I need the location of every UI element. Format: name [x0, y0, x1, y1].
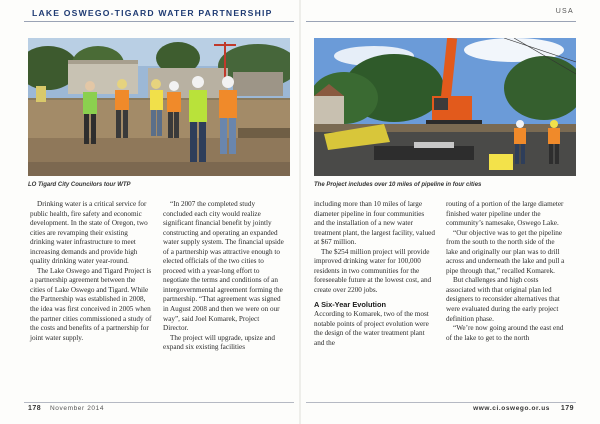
issue-date: November 2014 [50, 405, 105, 412]
page-footer-left [24, 402, 294, 414]
paragraph: The Lake Oswego and Tigard Project is a partnership agreement between the cities of Lake Oswego and Tigard. While the Partnership was established in 2008, the idea was first conceived in 2005 when the partner cities commissioned a study of the costs and benefits of a partnership for joint water supply. [30, 266, 152, 342]
article-column-3 [314, 200, 436, 348]
article-column-1 [30, 200, 152, 343]
paragraph: The $254 million project will provide improved drinking water for 100,000 residents in two communities for the foreseeable future at the lowest cost, and create over 2200 jobs. [314, 247, 432, 294]
paragraph: The project will upgrade, upsize and expand six existing facilities [163, 333, 275, 352]
website-link[interactable]: www.ci.oswego.or.us [473, 405, 550, 412]
paragraph: “We’re now going around the east end of the lake to get to the north [446, 324, 564, 342]
paragraph: According to Komarek, two of the most notable points of project evolution were the design of the water treatment plant and the [314, 309, 429, 347]
councilors-tour-image [28, 38, 290, 176]
paragraph: “In 2007 the completed study concluded each city would realize significant financial benefit by jointly constructing and operating an expanded water supply system. The financial upside of a partnership was attractive enough to elected officials of the two cities to proceed with a year-long effort to negotiate the terms and conditions of an intergovernmental agreement forming the partnership. “That agreement was signed in August 2008 and then we were on our way”, said Joel Komarek, Project Director. [163, 200, 284, 333]
paragraph: But challenges and high costs associated with that original plan led designers to reconsider alternatives that were evaluated during the early project definition phase. [446, 276, 560, 323]
left-photo-caption: LO Tigard City Councilors tour WTP [28, 182, 131, 188]
page-gutter [299, 0, 301, 424]
paragraph: Drinking water is a critical service for public health, fire safety and economic development. In the state of Oregon, two cities are revamping their existing drinking water infrastructure to meet increasing demands and provide high quality drinking water year-round. [30, 200, 148, 266]
paragraph: including more than 10 miles of large diameter pipeline in four communities and the installation of a new water treatment plant, the largest facility, valued at $67 million. [314, 200, 435, 247]
subheading: A Six-Year Evolution [314, 300, 387, 310]
page-header-right [306, 8, 576, 22]
councilors-tour-photo [28, 38, 290, 176]
pipeline-construction-photo [314, 38, 576, 176]
page-footer-right [306, 402, 576, 414]
page-header-left [24, 8, 294, 22]
right-photo-caption: The Project includes over 10 miles of pipeline in four cities [314, 182, 482, 188]
article-column-4 [446, 200, 568, 343]
paragraph: routing of a portion of the large diameter finished water pipeline under the community’s namesake, Oswego Lake. [446, 200, 564, 228]
page-number: 178 [28, 405, 42, 412]
article-column-2 [163, 200, 285, 353]
pipeline-construction-image [314, 38, 576, 176]
country-label: USA [555, 8, 574, 15]
page-number: 179 [560, 405, 574, 412]
section-title: LAKE OSWEGO-TIGARD WATER PARTNERSHIP [32, 8, 273, 18]
paragraph: “Our objective was to get the pipeline from the south to the north side of the lake and originally our plan was to drill across and underneath the lake and pull a pipe through that,” recalled Komarek. [446, 228, 565, 275]
